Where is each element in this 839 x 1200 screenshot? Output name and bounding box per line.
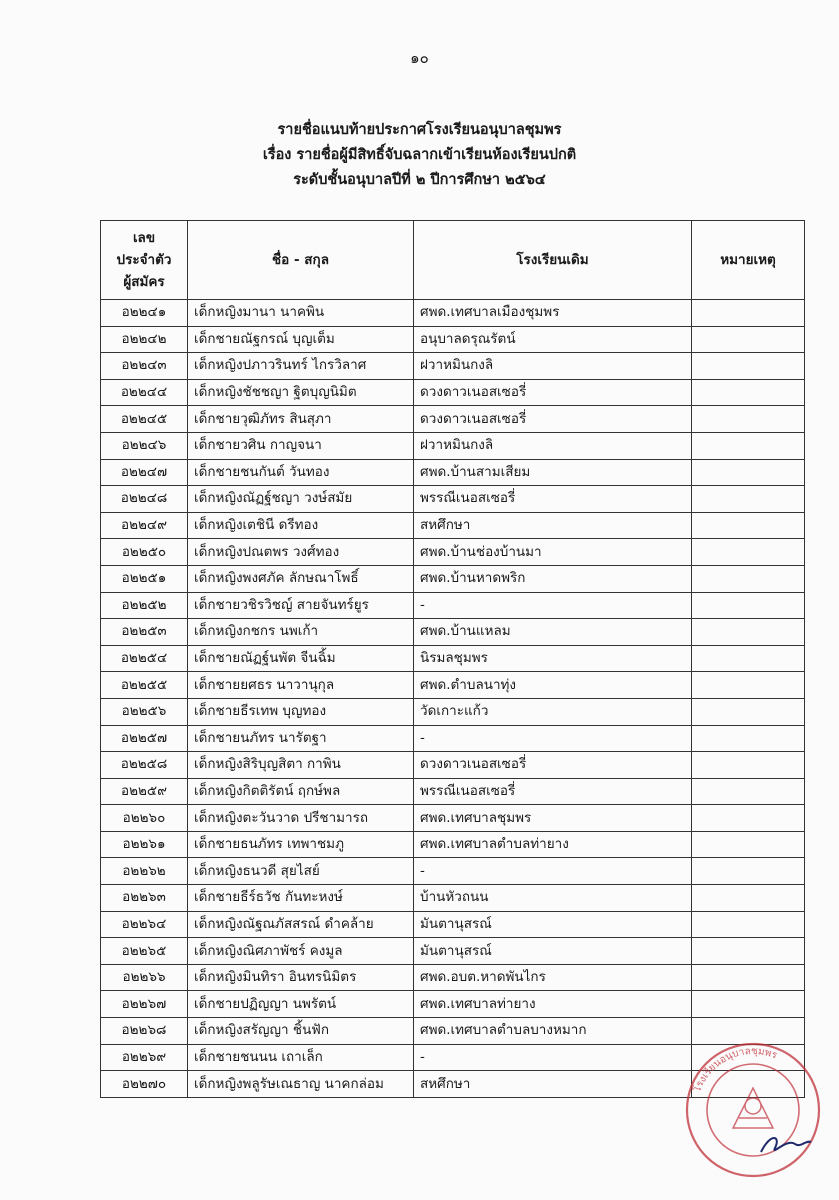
cell-name: เด็กชายธนภัทร เทพาชมภู [188, 831, 414, 858]
cell-applicant-id: อ๒๒๖๕ [101, 938, 188, 965]
table-row [101, 300, 805, 327]
cell-remark [692, 672, 805, 699]
cell-remark [692, 831, 805, 858]
cell-applicant-id: อ๒๒๖๔ [101, 911, 188, 938]
cell-previous-school: - [414, 1044, 692, 1071]
cell-previous-school: - [414, 725, 692, 752]
school-seal-stamp [683, 1040, 823, 1180]
cell-name: เด็กชายธีรเทพ บุญทอง [188, 698, 414, 725]
cell-name: เด็กชายชนกันต์ วันทอง [188, 459, 414, 486]
table-row [101, 645, 805, 672]
cell-remark [692, 300, 805, 327]
cell-applicant-id: อ๒๒๖๖ [101, 964, 188, 991]
cell-name: เด็กหญิงมานา นาคพิน [188, 300, 414, 327]
header-id-line-2: ประจำตัว [116, 252, 172, 268]
cell-remark [692, 725, 805, 752]
header-id-line-3: ผู้สมัคร [123, 274, 165, 290]
cell-name: เด็กหญิงพลูรัษเณธาญ นาคกล่อม [188, 1071, 414, 1098]
table-row [101, 964, 805, 991]
header-remark: หมายเหตุ [692, 221, 805, 300]
table-body [101, 300, 805, 1098]
header-previous-school: โรงเรียนเดิม [414, 221, 692, 300]
cell-name: เด็กชายปฏิญญา นพรัตน์ [188, 991, 414, 1018]
cell-remark [692, 911, 805, 938]
table-row [101, 991, 805, 1018]
cell-applicant-id: อ๒๒๖๐ [101, 805, 188, 832]
cell-name: เด็กหญิงณัฐณภัสสรณ์ ดำคล้าย [188, 911, 414, 938]
cell-remark [692, 991, 805, 1018]
cell-previous-school: สหศึกษา [414, 512, 692, 539]
cell-previous-school: ศพด.ตำบลนาทุ่ง [414, 672, 692, 699]
table-row [101, 592, 805, 619]
table-row [101, 459, 805, 486]
table-row [101, 672, 805, 699]
cell-previous-school: ศพด.บ้านช่องบ้านมา [414, 539, 692, 566]
cell-applicant-id: อ๒๒๔๙ [101, 512, 188, 539]
cell-applicant-id: อ๒๒๕๖ [101, 698, 188, 725]
cell-previous-school: พรรณีเนอสเซอรี่ [414, 486, 692, 513]
heading-line-1: รายชื่อแนบท้ายประกาศโรงเรียนอนุบาลชุมพร [277, 122, 562, 138]
table-row [101, 486, 805, 513]
cell-applicant-id: อ๒๒๔๑ [101, 300, 188, 327]
cell-previous-school: วัดเกาะแก้ว [414, 698, 692, 725]
cell-name: เด็กหญิงเตชินี ดรีทอง [188, 512, 414, 539]
cell-applicant-id: อ๒๒๕๑ [101, 565, 188, 592]
cell-remark [692, 326, 805, 353]
cell-applicant-id: อ๒๒๖๑ [101, 831, 188, 858]
cell-previous-school: ศพด.บ้านสามเสียม [414, 459, 692, 486]
cell-applicant-id: อ๒๒๖๗ [101, 991, 188, 1018]
cell-name: เด็กหญิงปภาวรินทร์ ไกรวิลาศ [188, 353, 414, 380]
cell-applicant-id: อ๒๒๖๒ [101, 858, 188, 885]
cell-previous-school: - [414, 858, 692, 885]
table-row [101, 619, 805, 646]
header-id-line-1: เลข [132, 230, 156, 246]
cell-name: เด็กหญิงชัชชญา ฐิตบุญนิมิต [188, 379, 414, 406]
cell-name: เด็กชายวชิรวิชญ์ สายจันทร์ยูร [188, 592, 414, 619]
cell-previous-school: ดวงดาวเนอสเซอรี่ [414, 406, 692, 433]
cell-previous-school: ศพด.บ้านหาดพริก [414, 565, 692, 592]
table-row [101, 805, 805, 832]
cell-previous-school: ศพด.เทศบาลชุมพร [414, 805, 692, 832]
cell-previous-school: ศพด.อบต.หาดพันไกร [414, 964, 692, 991]
cell-applicant-id: อ๒๒๔๘ [101, 486, 188, 513]
cell-remark [692, 619, 805, 646]
cell-applicant-id: อ๒๒๔๔ [101, 379, 188, 406]
cell-previous-school: ฝวาหมินกงลิ [414, 432, 692, 459]
cell-remark [692, 539, 805, 566]
cell-remark [692, 752, 805, 779]
cell-previous-school: ดวงดาวเนอสเซอรี่ [414, 752, 692, 779]
table-row [101, 326, 805, 353]
cell-remark [692, 964, 805, 991]
cell-remark [692, 565, 805, 592]
cell-name: เด็กชายธีร์ธวัช กันทะหงษ์ [188, 885, 414, 912]
cell-previous-school: นิรมลชุมพร [414, 645, 692, 672]
cell-previous-school: บ้านหัวถนน [414, 885, 692, 912]
cell-applicant-id: อ๒๒๔๓ [101, 353, 188, 380]
header-applicant-id [101, 221, 188, 300]
cell-previous-school: สหศึกษา [414, 1071, 692, 1098]
table-row [101, 565, 805, 592]
cell-previous-school: ศพด.เทศบาลตำบลท่ายาง [414, 831, 692, 858]
table-row [101, 885, 805, 912]
document-heading [0, 118, 839, 193]
cell-remark [692, 353, 805, 380]
table-row [101, 938, 805, 965]
cell-applicant-id: อ๒๒๕๓ [101, 619, 188, 646]
table-row [101, 752, 805, 779]
svg-text:โรงเรียนอนุบาลชุมพร [690, 1046, 779, 1094]
cell-remark [692, 805, 805, 832]
cell-remark [692, 379, 805, 406]
cell-applicant-id: อ๒๒๕๙ [101, 778, 188, 805]
cell-name: เด็กหญิงสิริบุญสิตา กาพิน [188, 752, 414, 779]
seal-text: โรงเรียนอนุบาลชุมพร [692, 1045, 779, 1094]
table-row [101, 406, 805, 433]
table-row [101, 512, 805, 539]
cell-previous-school: ศพด.บ้านแหลม [414, 619, 692, 646]
cell-remark [692, 432, 805, 459]
cell-name: เด็กหญิงณิศภาพัชร์ คงมูล [188, 938, 414, 965]
table-row [101, 778, 805, 805]
cell-remark [692, 778, 805, 805]
table-row [101, 725, 805, 752]
table-row [101, 698, 805, 725]
cell-remark [692, 459, 805, 486]
cell-applicant-id: อ๒๒๖๓ [101, 885, 188, 912]
cell-name: เด็กหญิงกิตติรัตน์ ฤกษ์พล [188, 778, 414, 805]
cell-previous-school: อนุบาลดรุณรัตน์ [414, 326, 692, 353]
cell-previous-school: มันตานุสรณ์ [414, 938, 692, 965]
cell-name: เด็กหญิงพงศภัค ลักษณาโพธิ์ [188, 565, 414, 592]
cell-remark [692, 486, 805, 513]
applicant-table [100, 220, 805, 1098]
cell-previous-school: ศพด.เทศบาลท่ายาง [414, 991, 692, 1018]
cell-name: เด็กชายวุฒิภัทร สินสุภา [188, 406, 414, 433]
cell-previous-school: ดวงดาวเนอสเซอรี่ [414, 379, 692, 406]
cell-previous-school: ศพด.เทศบาลเมืองชุมพร [414, 300, 692, 327]
cell-remark [692, 698, 805, 725]
page-number: ๑๐ [410, 49, 429, 67]
cell-remark [692, 938, 805, 965]
cell-name: เด็กหญิงธนวดี สุยไสย์ [188, 858, 414, 885]
cell-name: เด็กชายนภัทร นารัตฐา [188, 725, 414, 752]
cell-applicant-id: อ๒๒๕๔ [101, 645, 188, 672]
cell-previous-school: ศพด.เทศบาลตำบลบางหมาก [414, 1018, 692, 1045]
cell-name: เด็กชายณัฐกรณ์ บุญเต็ม [188, 326, 414, 353]
cell-applicant-id: อ๒๒๗๐ [101, 1071, 188, 1098]
cell-applicant-id: อ๒๒๕๕ [101, 672, 188, 699]
cell-remark [692, 592, 805, 619]
cell-name: เด็กหญิงณัฏฐ์ชญา วงษ์สมัย [188, 486, 414, 513]
cell-previous-school: มันตานุสรณ์ [414, 911, 692, 938]
cell-previous-school: ฝวาหมินกงลิ [414, 353, 692, 380]
cell-remark [692, 406, 805, 433]
cell-applicant-id: อ๒๒๖๘ [101, 1018, 188, 1045]
cell-applicant-id: อ๒๒๔๒ [101, 326, 188, 353]
table-row [101, 353, 805, 380]
cell-name: เด็กชายยศธร นาวานุกุล [188, 672, 414, 699]
cell-applicant-id: อ๒๒๔๕ [101, 406, 188, 433]
cell-name: เด็กชายชนนน เถาเล็ก [188, 1044, 414, 1071]
cell-applicant-id: อ๒๒๕๐ [101, 539, 188, 566]
cell-applicant-id: อ๒๒๔๗ [101, 459, 188, 486]
cell-previous-school: - [414, 592, 692, 619]
table-header-row [101, 221, 805, 300]
table-row [101, 911, 805, 938]
table-row [101, 831, 805, 858]
cell-name: เด็กหญิงปณตพร วงศ์ทอง [188, 539, 414, 566]
cell-remark [692, 512, 805, 539]
cell-name: เด็กหญิงสรัญญา ชิ้นฟัก [188, 1018, 414, 1045]
cell-applicant-id: อ๒๒๕๗ [101, 725, 188, 752]
heading-line-3: ระดับชั้นอนุบาลปีที่ ๒ ปีการศึกษา ๒๕๖๔ [293, 172, 546, 188]
cell-applicant-id: อ๒๒๕๒ [101, 592, 188, 619]
signature-mark [761, 1138, 811, 1152]
cell-remark [692, 858, 805, 885]
table-row [101, 379, 805, 406]
cell-applicant-id: อ๒๒๖๙ [101, 1044, 188, 1071]
table-row [101, 858, 805, 885]
cell-remark [692, 645, 805, 672]
cell-applicant-id: อ๒๒๔๖ [101, 432, 188, 459]
cell-name: เด็กชายณัฏฐ์นพัต จีนฉิ้ม [188, 645, 414, 672]
cell-name: เด็กหญิงกชกร นพเก้า [188, 619, 414, 646]
cell-name: เด็กชายวศิน กาญจนา [188, 432, 414, 459]
cell-name: เด็กหญิงมินทิรา อินทรนิมิตร [188, 964, 414, 991]
cell-remark [692, 885, 805, 912]
table-row [101, 432, 805, 459]
cell-previous-school: พรรณีเนอสเซอรี่ [414, 778, 692, 805]
table-row [101, 539, 805, 566]
cell-applicant-id: อ๒๒๕๘ [101, 752, 188, 779]
heading-line-2: เรื่อง รายชื่อผู้มีสิทธิ์จับฉลากเข้าเรียนห้องเรียนปกติ [262, 147, 577, 163]
cell-name: เด็กหญิงตะวันวาด ปรีชามารถ [188, 805, 414, 832]
header-name: ชื่อ - สกุล [188, 221, 414, 300]
